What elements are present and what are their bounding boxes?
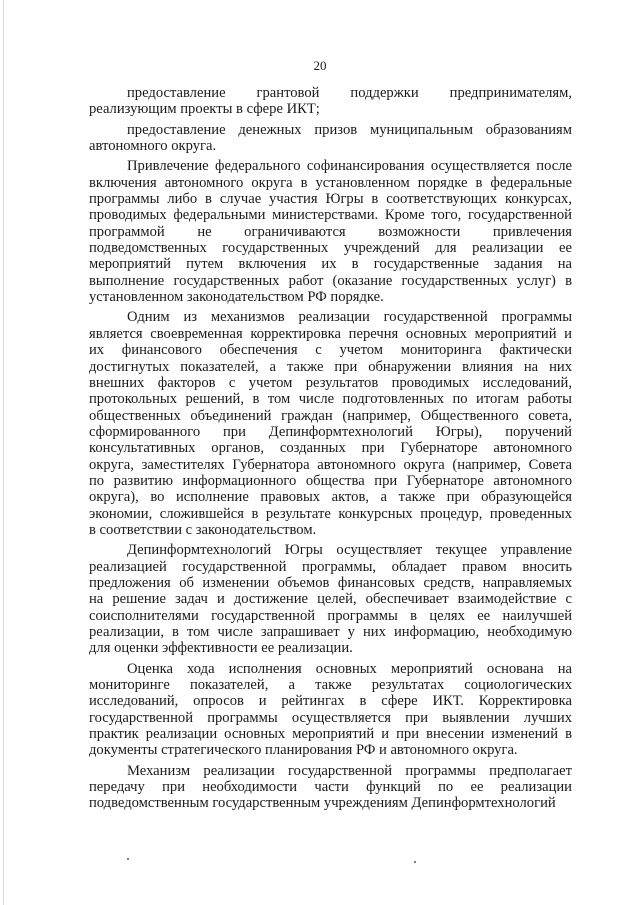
- text-line: сформированного при Депинформтехнологий Югры), поручений: [89, 423, 572, 440]
- text-line: государственной программы осуществляется при выявлении лучших: [89, 709, 572, 726]
- text-line: предложения об изменении объемов финансовых средств, направляемых: [89, 574, 572, 591]
- text-line: автономного округа.: [89, 138, 217, 155]
- paragraph: [89, 542, 572, 656]
- text-line: подведомственным государственным учреждениям Депинформтехнологий: [89, 795, 556, 812]
- text-line: исследований, опросов и рейтингах в сфере ИКТ. Корректировка: [89, 693, 572, 710]
- text-line: программой не ограничиваются возможности привлечения: [89, 223, 572, 240]
- text-line: Оценка хода исполнения основных мероприятий основана на: [127, 660, 572, 677]
- text-line: протокольных решений, в том числе подготовленных по итогам работы: [89, 391, 572, 408]
- text-line: Механизм реализации государственной программы предполагает: [127, 762, 572, 779]
- text-line: консультативных органов, созданных при Губернаторе автономного: [89, 440, 572, 457]
- text-line: реализующим проекты в сфере ИКТ;: [89, 101, 320, 118]
- text-line: реализацией государственной программы, обладает правом вносить: [89, 558, 572, 575]
- text-line: установленном законодательством РФ порядке.: [89, 289, 384, 306]
- body-text: [89, 85, 572, 812]
- text-line: выполнение государственных работ (оказание государственных услуг) в: [89, 272, 572, 289]
- paragraph: [89, 85, 572, 118]
- text-line: мониторинге показателей, а также результатах социологических: [89, 677, 572, 694]
- text-line: общественных объединений граждан (например, Общественного совета,: [89, 407, 572, 424]
- text-line: предоставление денежных призов муниципальным образованиям: [127, 121, 572, 138]
- text-line: Одним из механизмов реализации государственной программы: [127, 309, 572, 326]
- text-line: экономии, сложившейся в результате конкурсных процедур, проведенных: [89, 505, 572, 522]
- text-line: предоставление грантовой поддержки предпринимателям,: [127, 85, 572, 101]
- text-line: подведомственных государственных учреждений для реализации ее: [89, 240, 572, 257]
- paragraph: [89, 309, 572, 538]
- text-line: их финансового обеспечения с учетом мониторинга фактически: [89, 342, 572, 359]
- text-line: внешних факторов с учетом результатов проводимых исследований,: [89, 374, 572, 391]
- text-line: достигнутых показателей, а также при обнаружении влияния на них: [89, 358, 572, 375]
- text-line: Привлечение федерального софинансирования осуществляется после: [127, 158, 572, 175]
- text-line: реализации, в том числе запрашивает у них информацию, необходимую: [89, 624, 572, 640]
- text-line: округа), во исполнение правовых актов, а также при образующейся: [89, 489, 572, 506]
- text-line: по развитию информационного общества при Губернаторе автономного: [89, 472, 572, 489]
- scan-edge-line: [3, 0, 4, 905]
- paragraph: [89, 122, 572, 155]
- text-line: мероприятий путем включения их в государственные задания на: [89, 256, 572, 273]
- text-line: документы стратегического планирования РФ и автономного округа.: [89, 742, 518, 759]
- paragraph: [89, 158, 572, 305]
- scan-speck: [127, 858, 129, 860]
- text-line: проводимых федеральными министерствами. Кроме того, государственной: [89, 207, 572, 224]
- text-line: округа, заместителях Губернатора автономного округа (например, Совета: [89, 456, 572, 473]
- text-line: программы либо в случае участия Югры в соответствующих конкурсах,: [89, 191, 572, 208]
- text-line: в соответствии с законодательством.: [89, 521, 317, 538]
- text-line: соисполнителями государственной программы в целях ее наилучшей: [89, 607, 572, 624]
- text-line: включения автономного округа в установленном порядке в федеральные: [89, 174, 572, 191]
- scan-speck: [414, 861, 416, 863]
- text-line: практик реализации основных мероприятий и при внесении изменений в: [89, 726, 572, 743]
- text-line: Депинформтехнологий Югры осуществляет текущее управление: [127, 542, 572, 559]
- text-line: является своевременная корректировка перечня основных мероприятий и: [89, 325, 572, 342]
- text-line: для оценки эффективности ее реализации.: [89, 640, 353, 657]
- text-line: на решение задач и достижение целей, обеспечивает взаимодействие с: [89, 591, 572, 608]
- paragraph: [89, 763, 572, 812]
- page-number: 20: [313, 58, 327, 73]
- paragraph: [89, 661, 572, 759]
- text-line: передачу при необходимости части функций по ее реализации: [89, 779, 572, 796]
